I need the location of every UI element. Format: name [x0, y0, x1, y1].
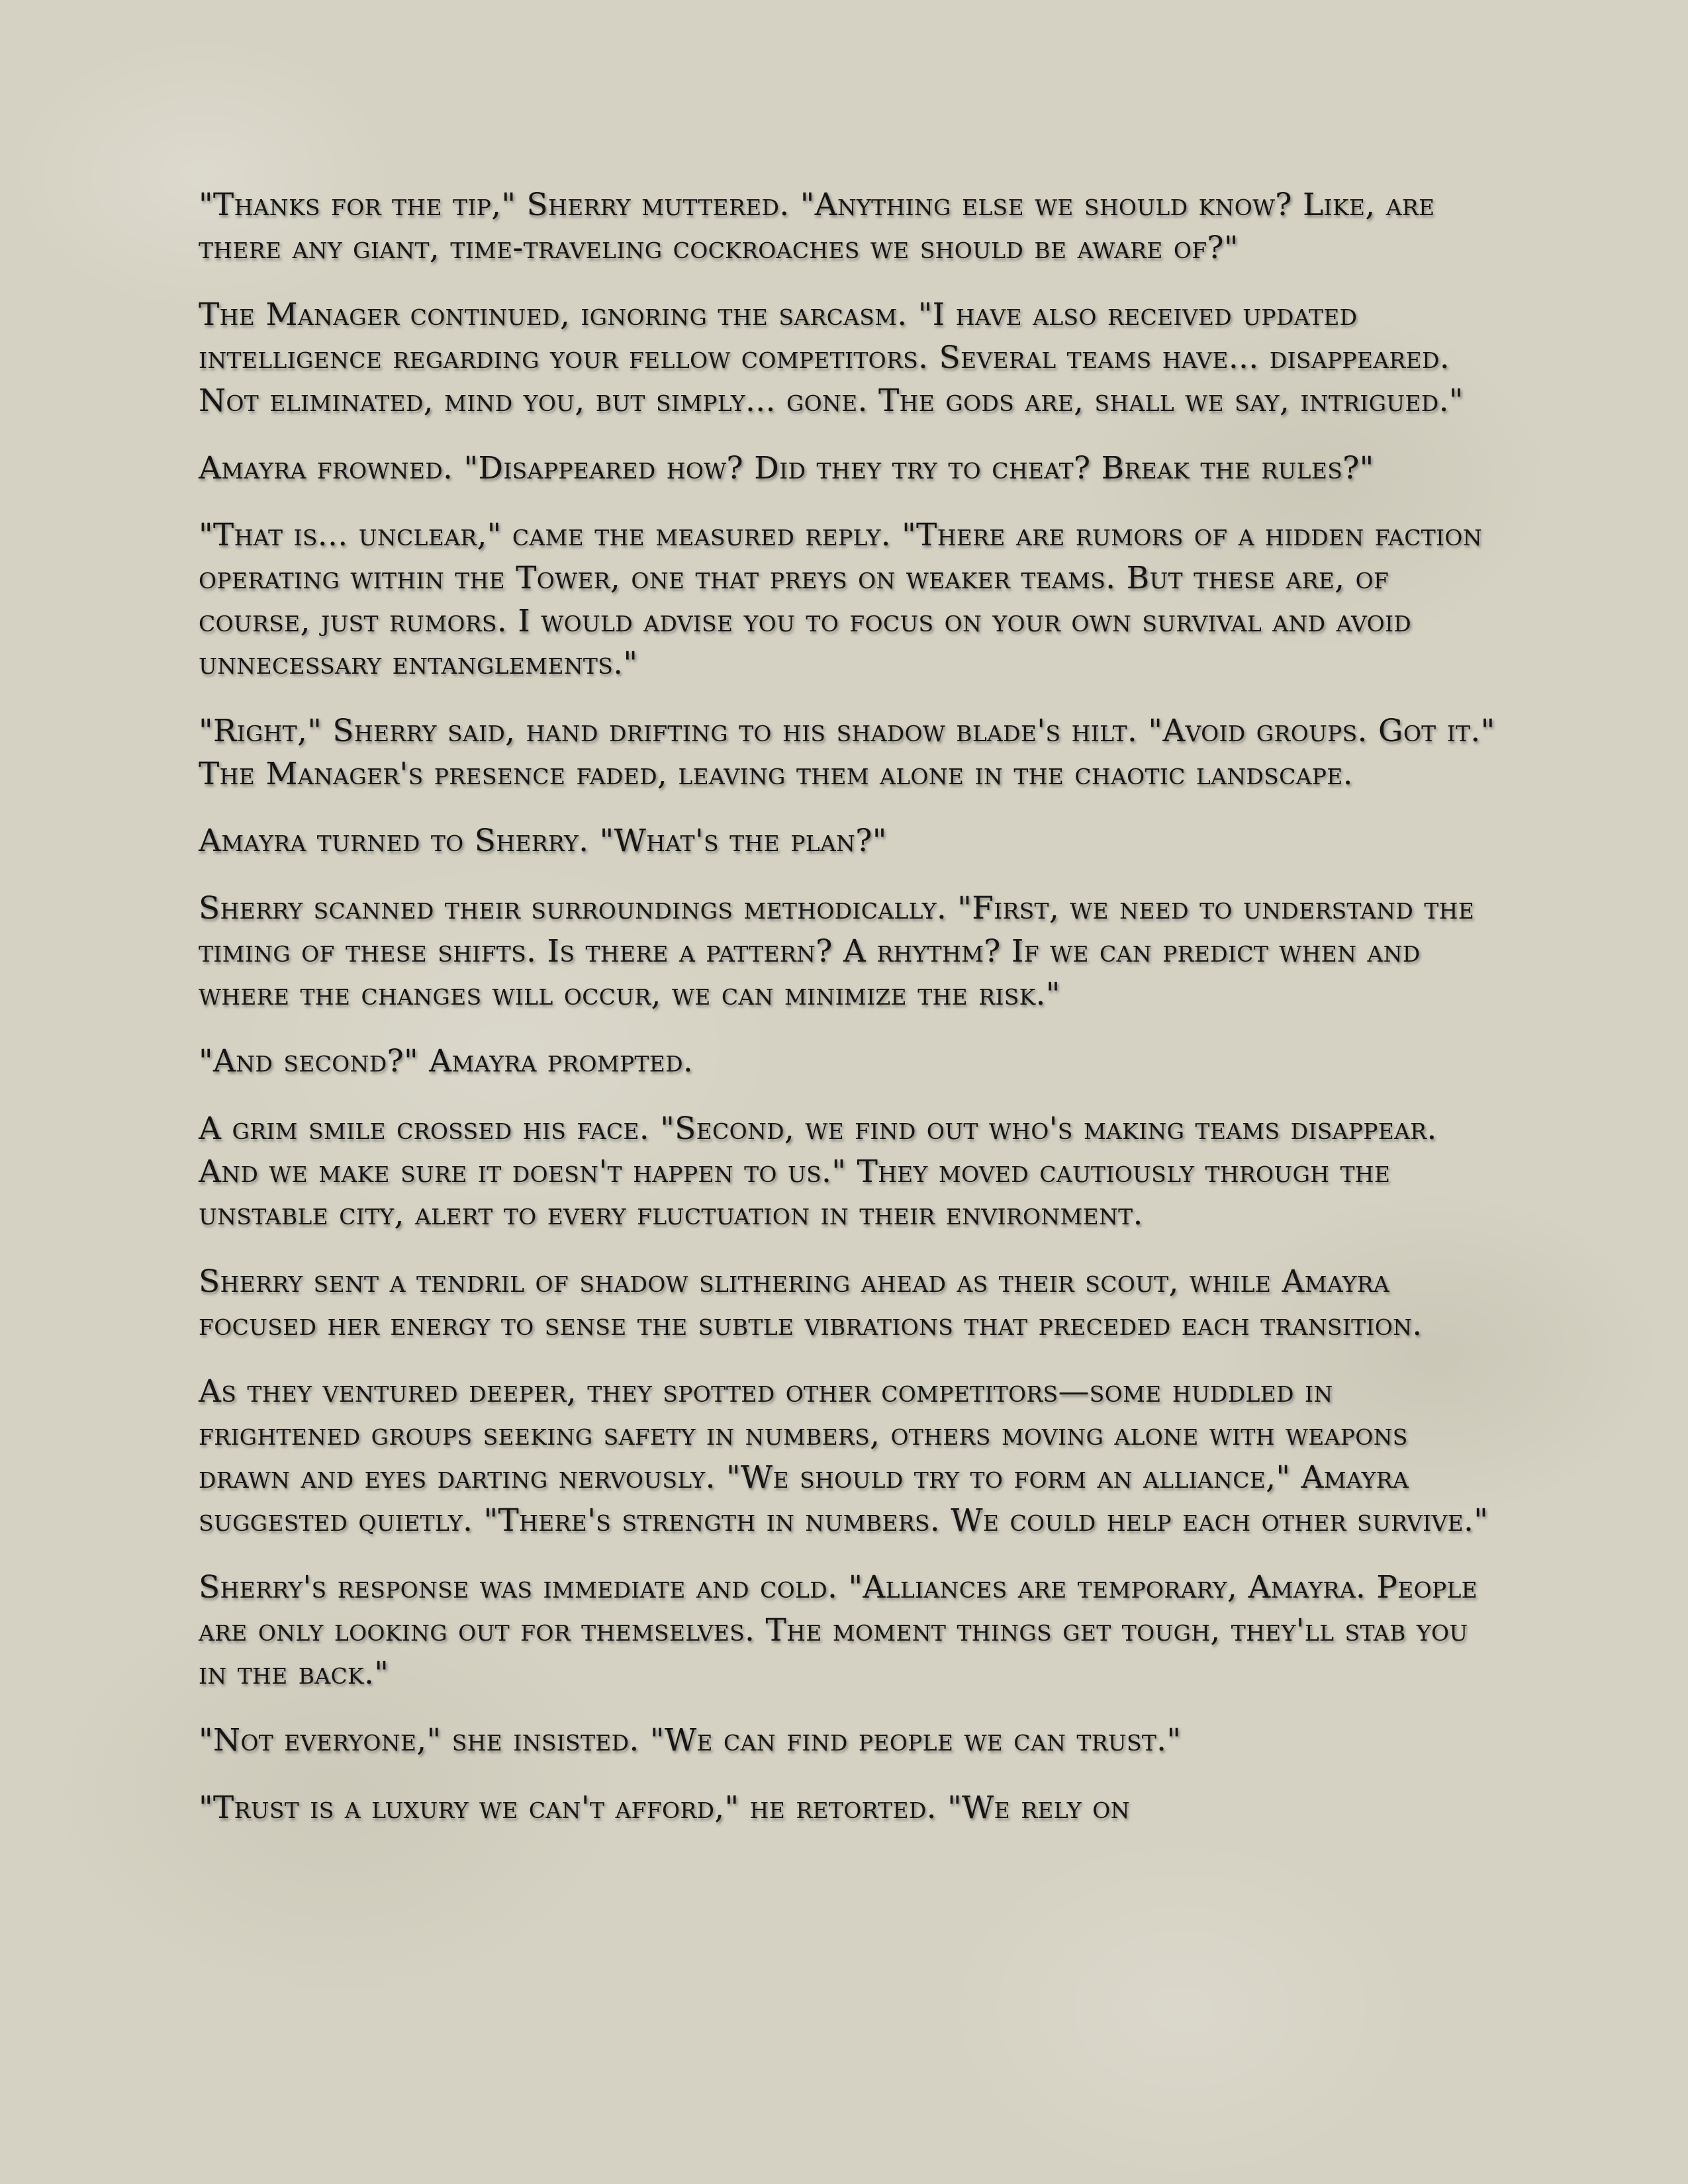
paragraph: Sherry sent a tendril of shadow slithering ahead as their scout, while Amayra focused her energy to sense the subtle vibrations that preceded each transition.	[199, 1263, 1423, 1343]
paragraph: Sherry's response was immediate and cold. "Alliances are temporary, Amayra. People are only looking out for themselves. The moment things get tough, they'll stab you in the back."	[199, 1569, 1478, 1692]
paragraph: Amayra turned to Sherry. "What's the plan?"	[199, 823, 887, 860]
paragraph: As they ventured deeper, they spotted other competitors—some huddled in frightened groups seeking safety in numbers, others moving alone with weapons drawn and eyes darting nervously. "We should try to form an alliance," Amayra suggested quietly. "There's strength in numbers. We could help each other survive."	[199, 1373, 1489, 1539]
paragraph: "Trust is a luxury we can't afford," he retorted. "We rely on	[199, 1790, 1130, 1827]
paragraph: A grim smile crossed his face. "Second, we find out who's making teams disappear. And we make sure it doesn't happen to us." They moved cautiously through the unstable city, alert to every fluctuation in their environment.	[199, 1110, 1437, 1233]
paragraph: Amayra frowned. "Disappeared how? Did they try to cheat? Break the rules?"	[199, 449, 1374, 486]
paragraph: The Manager continued, ignoring the sarcasm. "I have also received updated intelligence regarding your fellow competitors. Several teams have... disappeared. Not eliminated, mind you, but simply... gone. The gods are, shall we say, intrigued."	[199, 296, 1464, 419]
paragraph: "That is... unclear," came the measured reply. "There are rumors of a hidden faction operating within the Tower, one that preys on weaker teams. But these are, of course, just rumors. I would advise you to focus on your own survival and avoid unnecessary entanglements."	[199, 517, 1482, 682]
document-page	[199, 184, 1496, 1854]
paragraph: "Not everyone," she insisted. "We can find people we can trust."	[199, 1722, 1182, 1759]
paragraph: "Thanks for the tip," Sherry muttered. "Anything else we should know? Like, are there any giant, time-traveling cockroaches we should be aware of?"	[199, 187, 1435, 266]
paragraph: "Right," Sherry said, hand drifting to his shadow blade's hilt. "Avoid groups. Got it." The Manager's presence faded, leaving them alone in the chaotic landscape.	[199, 713, 1495, 792]
paragraph: "And second?" Amayra prompted.	[199, 1043, 694, 1080]
paragraph: Sherry scanned their surroundings methodically. "First, we need to understand the timing of these shifts. Is there a pattern? A rhythm? If we can predict when and where the changes will occur, we can minimize the risk."	[199, 890, 1475, 1013]
